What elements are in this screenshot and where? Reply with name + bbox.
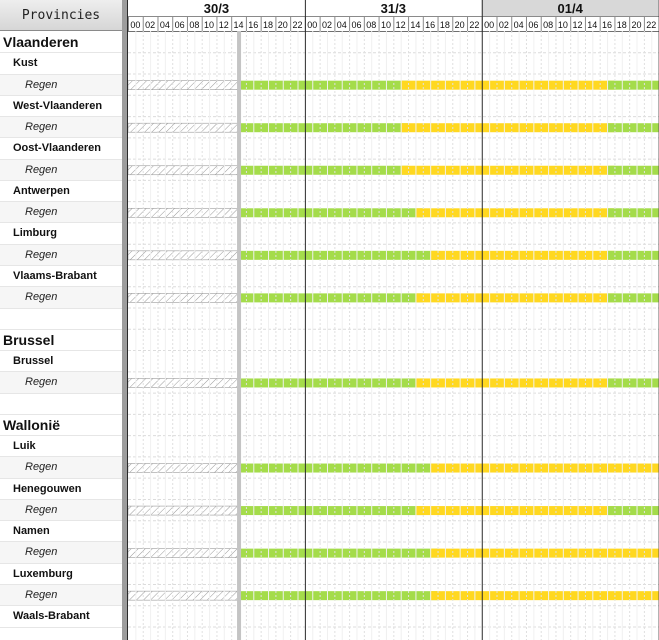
province-oost-vlaanderen[interactable] xyxy=(0,138,122,159)
province-luik[interactable] xyxy=(0,436,122,457)
hour-tick-label: 08 xyxy=(189,20,200,30)
region-brussel[interactable] xyxy=(0,330,122,351)
row-label-text: Vlaams-Brabant xyxy=(13,269,97,282)
warning-band-yellow[interactable] xyxy=(401,166,615,175)
row-label-text: Regen xyxy=(25,121,58,134)
hour-tick-label: 02 xyxy=(145,20,156,30)
hour-tick-label: 12 xyxy=(218,20,229,30)
day-header-label: 30/3 xyxy=(203,1,230,16)
province-antwerpen[interactable] xyxy=(0,181,122,202)
province-henegouwen[interactable] xyxy=(0,479,122,500)
hour-tick-label: 18 xyxy=(439,20,450,30)
region-wallonie[interactable] xyxy=(0,415,122,436)
hour-tick-label: 00 xyxy=(307,20,318,30)
warning-band-yellow[interactable] xyxy=(401,123,615,132)
hour-tick-label: 12 xyxy=(572,20,583,30)
param-regen-limburg[interactable] xyxy=(0,245,122,266)
past-period-band xyxy=(128,506,239,515)
row-label-text: Regen xyxy=(25,248,58,261)
hour-tick-label: 22 xyxy=(469,20,480,30)
warning-band-yellow[interactable] xyxy=(430,251,614,260)
warning-band-green[interactable] xyxy=(239,166,409,175)
province-west-vlaanderen[interactable] xyxy=(0,96,122,117)
past-period-band xyxy=(128,293,239,302)
hour-tick-label: 08 xyxy=(543,20,554,30)
past-period-band xyxy=(128,166,239,175)
province-vlaams-brabant[interactable] xyxy=(0,266,122,287)
row-label-text: West-Vlaanderen xyxy=(13,99,103,112)
param-regen-kust[interactable] xyxy=(0,75,122,96)
past-period-band xyxy=(128,549,239,558)
hour-tick-label: 08 xyxy=(366,20,377,30)
hour-tick-label: 16 xyxy=(425,20,436,30)
column-header-label: Provincies xyxy=(21,7,101,23)
hour-tick-label: 20 xyxy=(631,20,642,30)
hour-tick-label: 04 xyxy=(336,20,347,30)
hour-tick-label: 14 xyxy=(233,20,244,30)
row-label-text: Regen xyxy=(25,206,58,219)
timeline-svg xyxy=(128,0,659,640)
spacer-row xyxy=(0,309,122,330)
row-label-text: Antwerpen xyxy=(13,184,70,197)
hour-tick-label: 18 xyxy=(263,20,274,30)
province-kust[interactable] xyxy=(0,53,122,74)
forecast-timeline-grid xyxy=(128,0,659,640)
hour-tick-label: 04 xyxy=(159,20,170,30)
param-regen-vlaams-brabant[interactable] xyxy=(0,287,122,308)
row-label-text: Regen xyxy=(25,291,58,304)
row-label-text: Regen xyxy=(25,78,58,91)
param-regen-namen[interactable] xyxy=(0,542,122,563)
province-waals-brabant[interactable] xyxy=(0,606,122,627)
row-label-text: Brussel xyxy=(3,331,55,348)
hour-tick-label: 20 xyxy=(454,20,465,30)
param-regen-brussel[interactable] xyxy=(0,372,122,393)
warning-band-yellow[interactable] xyxy=(430,591,658,600)
hour-tick-label: 06 xyxy=(528,20,539,30)
row-label-text: Kust xyxy=(13,57,38,70)
warning-band-green[interactable] xyxy=(239,123,409,132)
province-luxemburg[interactable] xyxy=(0,564,122,585)
warning-band-yellow[interactable] xyxy=(430,549,658,558)
row-label-text: Henegouwen xyxy=(13,482,82,495)
row-label-text: Luxemburg xyxy=(13,567,73,580)
past-period-band xyxy=(128,464,239,473)
past-period-band xyxy=(128,123,239,132)
row-label-text: Regen xyxy=(25,461,58,474)
row-label-text: Namen xyxy=(13,525,50,538)
day-header-label: 31/3 xyxy=(380,1,406,16)
province-list xyxy=(0,32,122,640)
hour-tick-label: 14 xyxy=(410,20,421,30)
row-label-text: Oost-Vlaanderen xyxy=(13,142,102,155)
param-regen-luxemburg[interactable] xyxy=(0,585,122,606)
hour-tick-label: 22 xyxy=(646,20,657,30)
hour-tick-label: 00 xyxy=(484,20,495,30)
province-limburg[interactable] xyxy=(0,223,122,244)
hour-tick-label: 04 xyxy=(513,20,524,30)
row-label-text: Regen xyxy=(25,546,58,559)
province-brussel[interactable] xyxy=(0,351,122,372)
warning-band-green[interactable] xyxy=(239,506,423,515)
param-regen-henegouwen[interactable] xyxy=(0,500,122,521)
param-regen-antwerpen[interactable] xyxy=(0,202,122,223)
row-label-text: Limburg xyxy=(13,227,57,240)
hour-tick-label: 10 xyxy=(380,20,391,30)
param-regen-west-vlaanderen[interactable] xyxy=(0,117,122,138)
row-label-text: Luik xyxy=(13,440,36,453)
row-label-text: Regen xyxy=(25,589,58,602)
hour-tick-label: 02 xyxy=(321,20,332,30)
province-namen[interactable] xyxy=(0,521,122,542)
warning-band-yellow[interactable] xyxy=(430,464,658,473)
hour-tick-label: 10 xyxy=(204,20,215,30)
param-regen-oost-vlaanderen[interactable] xyxy=(0,160,122,181)
hour-tick-label: 06 xyxy=(351,20,362,30)
hour-tick-label: 12 xyxy=(395,20,406,30)
hour-tick-label: 16 xyxy=(248,20,259,30)
warning-band-green[interactable] xyxy=(607,293,659,302)
param-regen-luik[interactable] xyxy=(0,457,122,478)
hour-tick-label: 22 xyxy=(292,20,303,30)
spacer-row xyxy=(0,394,122,415)
current-time-marker xyxy=(237,31,241,640)
row-label-text: Vlaanderen xyxy=(3,34,79,50)
region-vlaanderen[interactable] xyxy=(0,32,122,53)
column-header-provincies[interactable] xyxy=(0,0,122,31)
hour-tick-label: 06 xyxy=(174,20,185,30)
row-label-text: Wallonië xyxy=(3,416,61,433)
hour-tick-label: 10 xyxy=(557,20,568,30)
past-period-band xyxy=(128,378,239,387)
warning-band-green[interactable] xyxy=(239,81,409,90)
hour-tick-label: 14 xyxy=(587,20,598,30)
row-label-text: Waals-Brabant xyxy=(13,610,90,623)
row-label-text: Regen xyxy=(25,503,58,516)
past-period-band xyxy=(128,81,239,90)
warning-band-green[interactable] xyxy=(239,208,423,217)
past-period-band xyxy=(128,251,239,260)
warning-band-yellow[interactable] xyxy=(401,81,615,90)
day-header-label: 01/4 xyxy=(557,1,583,16)
past-period-band xyxy=(128,591,239,600)
warning-band-green[interactable] xyxy=(239,293,423,302)
hour-tick-label: 00 xyxy=(130,20,141,30)
hour-tick-label: 16 xyxy=(602,20,613,30)
row-label-text: Regen xyxy=(25,376,58,389)
past-period-band xyxy=(128,208,239,217)
hour-tick-label: 20 xyxy=(277,20,288,30)
row-label-text: Brussel xyxy=(13,355,54,368)
warning-band-green[interactable] xyxy=(239,378,423,387)
hour-tick-label: 02 xyxy=(498,20,509,30)
row-label-text: Regen xyxy=(25,163,58,176)
hour-tick-label: 18 xyxy=(616,20,627,30)
